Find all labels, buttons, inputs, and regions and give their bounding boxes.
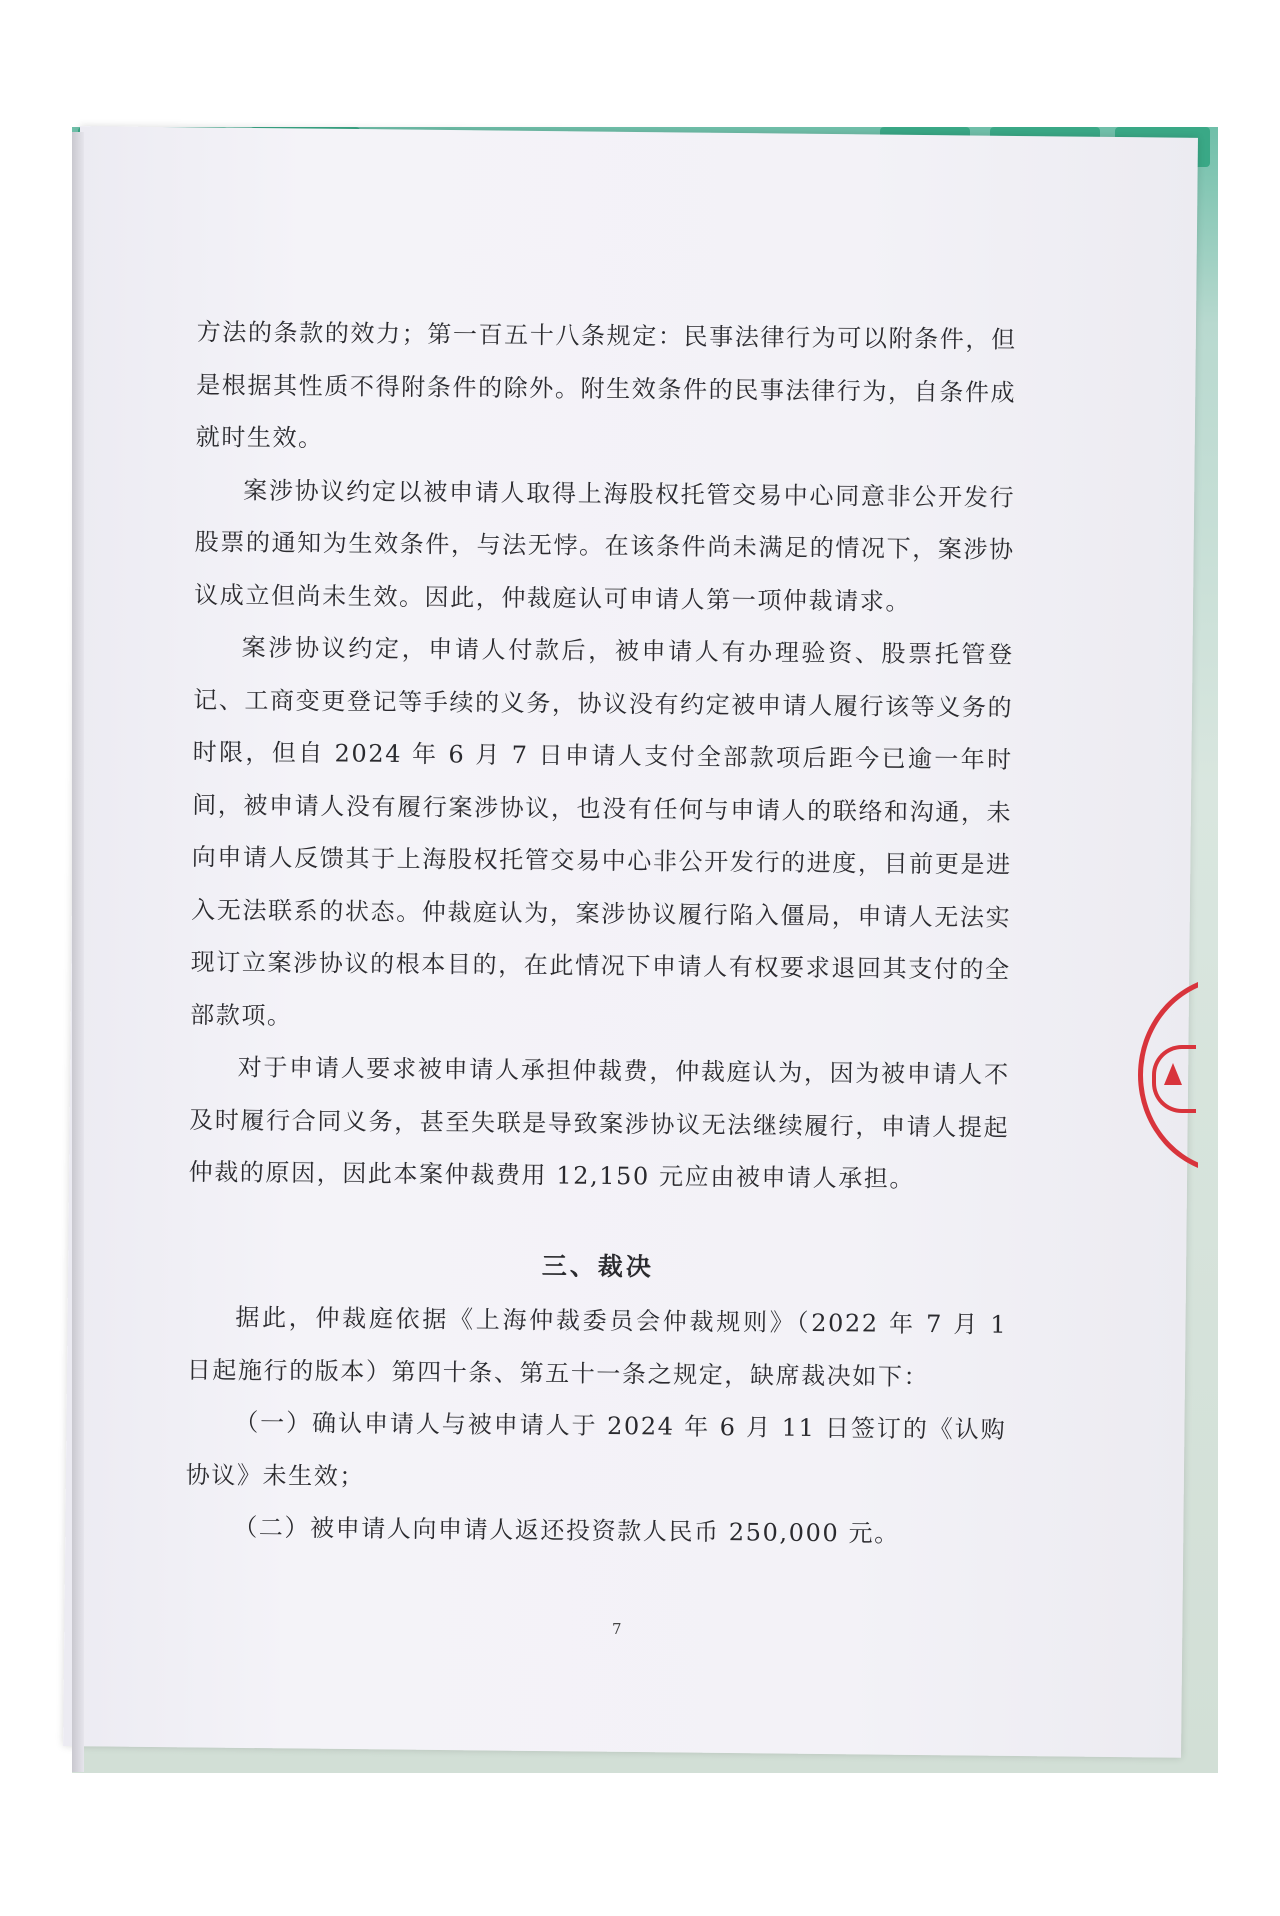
paragraph-2: 案涉协议约定以被申请人取得上海股权托管交易中心同意非公开发行股票的通知为生效条件，与法无悖。在该条件尚未满足的情况下，案涉协议成立但尚未生效。因此，仲裁庭认可申请人第一项仲裁请求。 bbox=[194, 475, 1016, 616]
page-number: 7 bbox=[612, 1620, 622, 1638]
ruling-item-2: （二）被申请人向申请人返还投资款人民币 250,000 元。 bbox=[233, 1513, 900, 1548]
page-binding-edge bbox=[72, 132, 84, 1772]
paragraph-4: 对于申请人要求被申请人承担仲裁费，仲裁庭认为，因为被申请人不及时履行合同义务，甚至失联是导致案涉协议无法继续履行，申请人提起仲裁的原因，因此本案仲裁费用 12,150 元应由被申请人承担。 bbox=[188, 1053, 1010, 1193]
ruling-item-1: （一）确认申请人与被申请人于 2024 年 6 月 11 日签订的《认购协议》未生效； bbox=[185, 1408, 1007, 1491]
ruling-intro: 据此，仲裁庭依据《上海仲裁委员会仲裁规则》（2022 年 7 月 1 日起施行的版本）第四十条、第五十一条之规定，缺席裁决如下： bbox=[186, 1303, 1008, 1391]
paragraph-3: 案涉协议约定，申请人付款后，被申请人有办理验资、股票托管登记、工商变更登记等手续的义务，协议没有约定被申请人履行该等义务的时限，但自 2024 年 6 月 7 日申请人支付全部款项后距今已逾一年时间，被申请人没有履行案涉协议，也没有任何与申请人的联络和沟通，未向申请人反馈其于上海股权托管交易中心非公开发行的进度，目前更是进入无法联系的状态。仲裁庭认为，案涉协议履行陷入僵局，申请人无法实现订立案涉协议的根本目的，在此情况下申请人有权要求退回其支付的全部款项。 bbox=[190, 633, 1014, 1030]
red-seal-stamp bbox=[1138, 975, 1198, 1175]
paragraph-1: 方法的条款的效力；第一百五十八条规定：民事法律行为可以附条件，但是根据其性质不得附条件的除外。附生效条件的民事法律行为，自条件成就时生效。 bbox=[195, 317, 1017, 453]
document-body bbox=[185, 306, 1017, 1561]
section-heading: 三、裁决 bbox=[541, 1250, 654, 1281]
